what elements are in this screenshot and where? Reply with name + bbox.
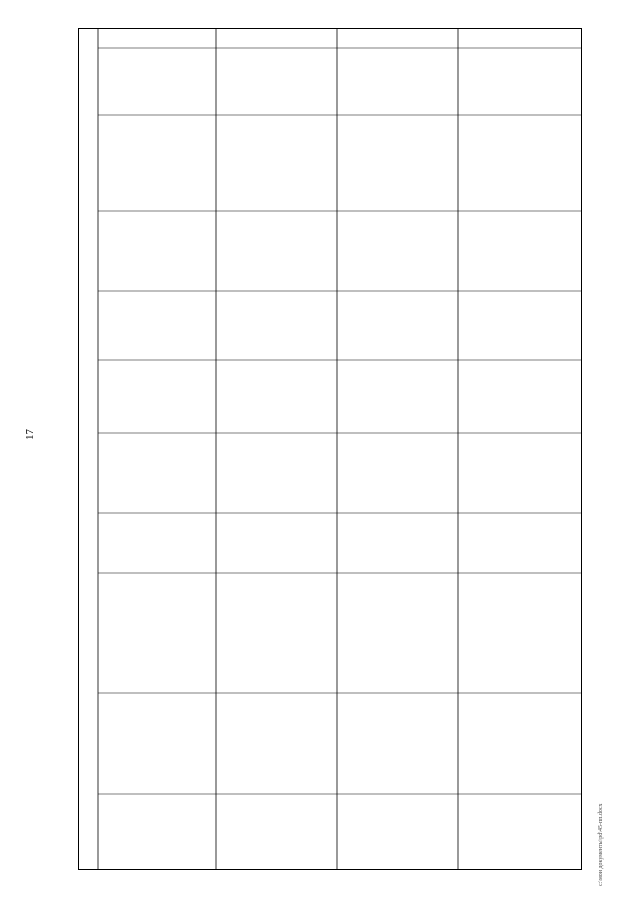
table-grid bbox=[78, 28, 582, 870]
footer-file-path: c:\мои документы\pd\45-пп.docx bbox=[598, 803, 604, 886]
program-table bbox=[78, 28, 582, 870]
page-number: 17 bbox=[24, 429, 36, 440]
